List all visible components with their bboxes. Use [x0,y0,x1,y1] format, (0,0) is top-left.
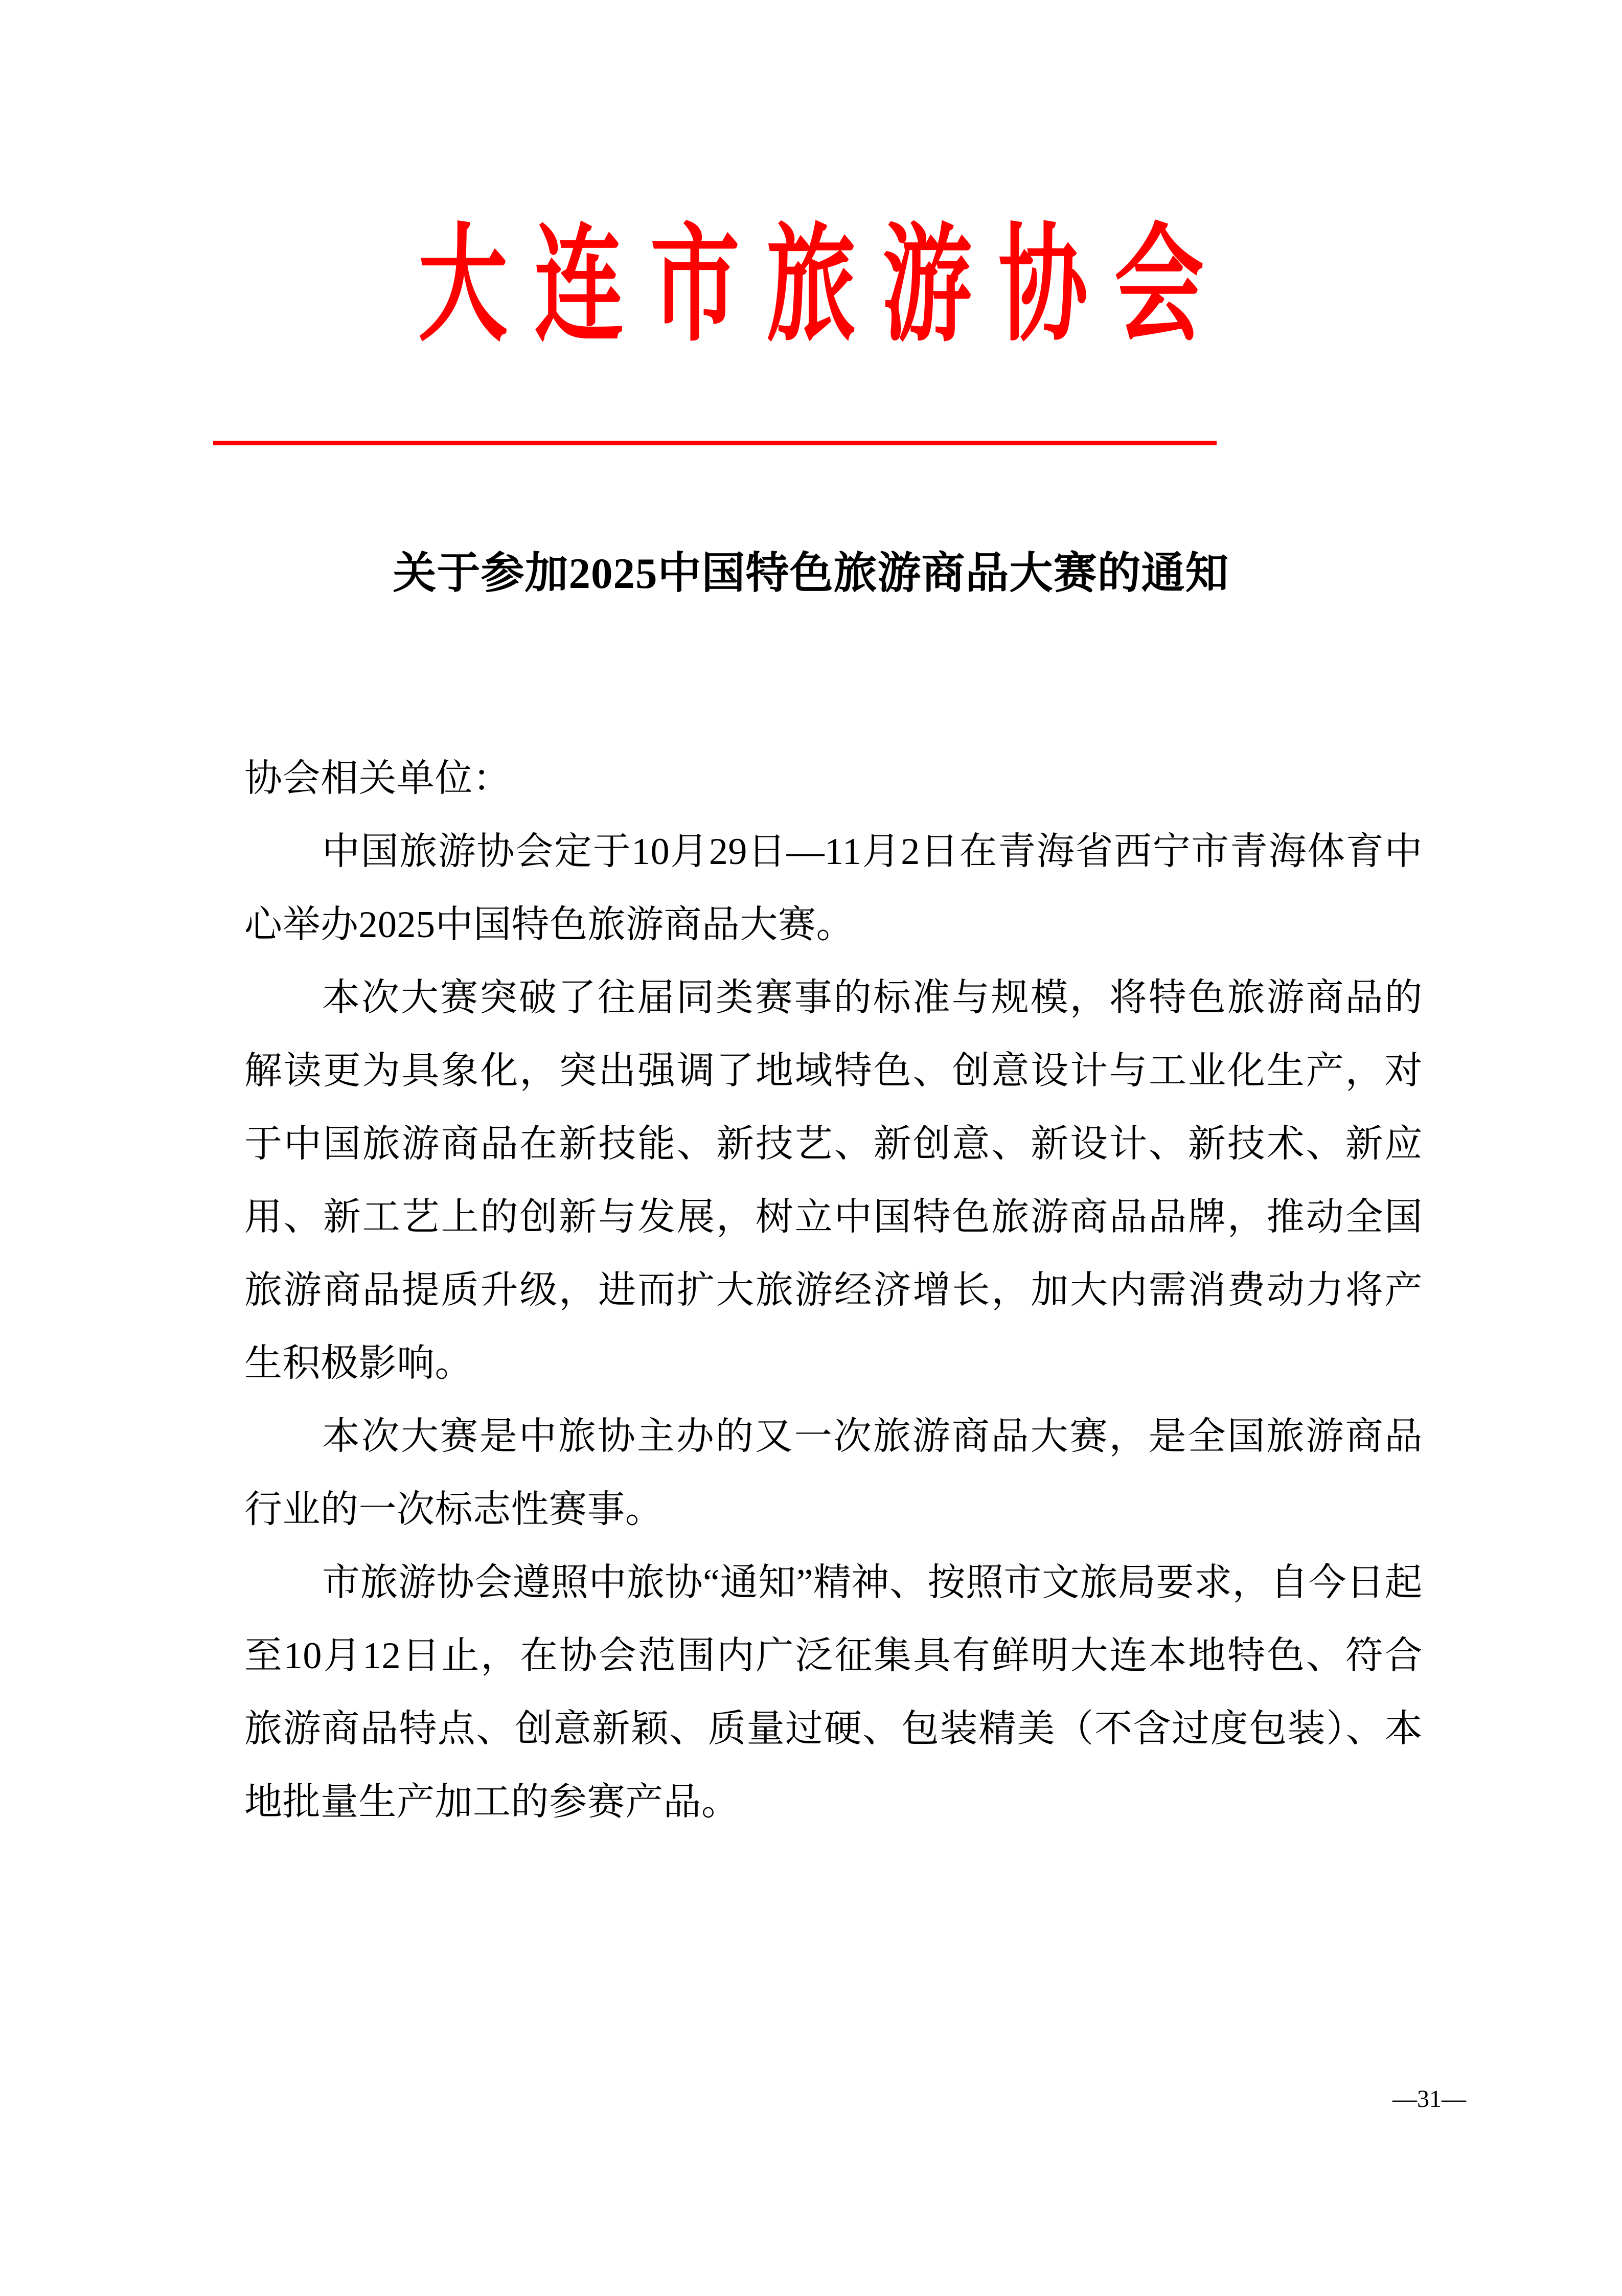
letterhead-red-rule [213,441,1217,445]
page-title: 关于参加2025中国特色旅游商品大赛的通知 [393,550,1229,598]
salutation: 协会相关单位： [244,758,511,800]
body-paragraph-3: 本次大赛是中旅协主办的又一次旅游商品大赛，是全国旅游商品行业的一次标志性赛事。 [244,1416,1423,1531]
document-body [244,742,1423,1839]
body-paragraph-2: 本次大赛突破了往届同类赛事的标准与规模，将特色旅游商品的解读更为具象化，突出强调了地域特色、创意设计与工业化生产，对于中国旅游商品在新技能、新技艺、新创意、新设计、新技术、新应用、新工艺上的创新与发展，树立中国特色旅游商品品牌，推动全国旅游商品提质升级，进而扩大旅游经济增长，加大内需消费动力将产生积极影响。 [244,977,1423,1384]
letterhead [0,215,1622,356]
body-paragraph-1: 中国旅游协会定于10月29日—11月2日在青海省西宁市青海体育中心举办2025中国特色旅游商品大赛。 [244,831,1423,946]
letterhead-organization-name: 大连市旅游协会 [418,215,1230,356]
body-paragraph-4: 市旅游协会遵照中旅协“通知”精神、按照市文旅局要求，自今日起至10月12日止，在协会范围内广泛征集具有鲜明大连本地特色、符合旅游商品特点、创意新颖、质量过硬、包装精美（不含过度包装）、本地批量生产加工的参赛产品。 [244,1562,1423,1823]
page-number: —31— [1392,2085,1466,2112]
